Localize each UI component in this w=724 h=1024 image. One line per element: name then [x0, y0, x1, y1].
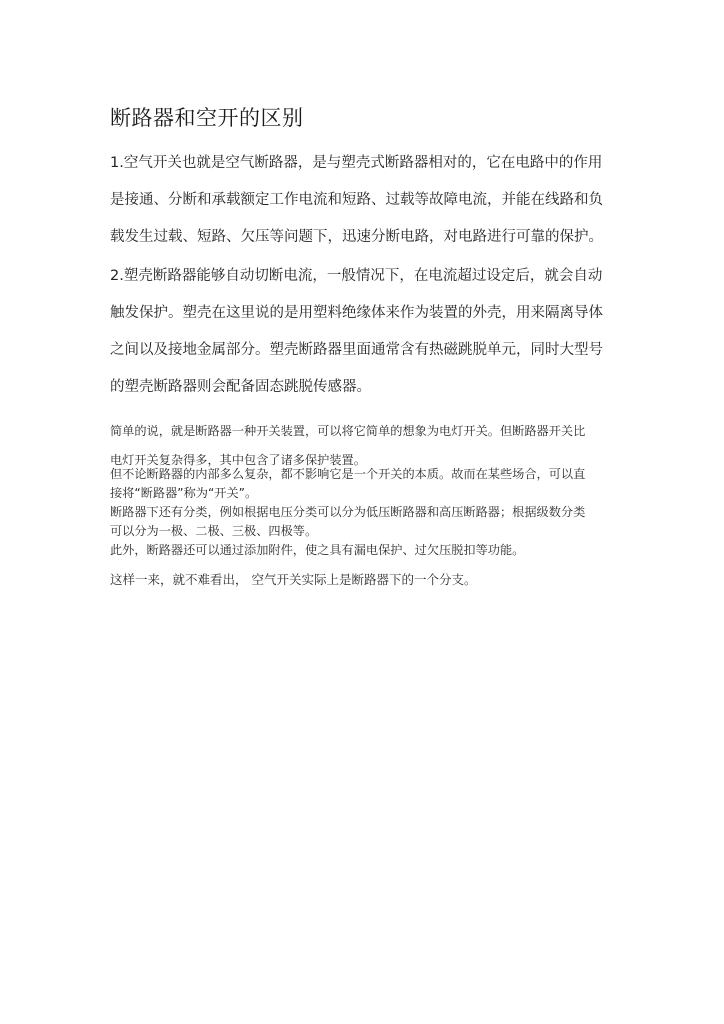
paragraph-air-switch — [110, 145, 630, 256]
paragraph-line: 简单的说，就是断路器一种开关装置，可以将它简单的想象为电灯开关。但断路器开关比 — [110, 424, 586, 438]
paragraph-line: 2.塑壳断路器能够自动切断电流，一般情况下，在电流超过设定后，就会自动 — [110, 268, 603, 284]
conclusion-text: 这样一来，就不难看出， 空气开关实际上是断路器下的一个分支。 — [110, 572, 477, 587]
paragraph-details — [110, 465, 630, 560]
paragraph-line: 载发生过载、短路、欠压等问题下，迅速分断电路，对电路进行可靠的保护。 — [110, 229, 603, 245]
paragraph-line: 但不论断路器的内部多么复杂，都不影响它是一个开关的本质。故而在某些场合，可以直 — [110, 467, 586, 481]
paragraph-line: 1.空气开关也就是空气断路器，是与塑壳式断路器相对的，它在电路中的作用 — [110, 155, 603, 171]
paragraph-line: 断路器下还有分类，例如根据电压分类可以分为低压断路器和高压断路器；根据级数分类 — [110, 505, 586, 519]
paragraph-molded-case — [110, 258, 630, 406]
paragraph-line: 此外，断路器还可以通过添加附件，使之具有漏电保护、过欠压脱扣等功能。 — [110, 543, 525, 557]
document-title: 断路器和空开的区别 — [110, 106, 304, 130]
paragraph-line: 是接通、分断和承载额定工作电流和短路、过载等故障电流，并能在线路和负 — [110, 192, 603, 208]
paragraph-line: 触发保护。塑壳在这里说的是用塑料绝缘体来作为装置的外壳，用来隔离导体 — [110, 305, 603, 321]
paragraph-line: 的塑壳断路器则会配备固态跳脱传感器。 — [110, 379, 371, 395]
paragraph-line: 接将“断路器”称为“开关”。 — [110, 486, 258, 500]
paragraph-line: 可以分为一极、二极、三极、四极等。 — [110, 524, 318, 538]
paragraph-line: 电灯开关复杂得多，其中包含了诸多保护装置。 — [110, 453, 366, 467]
paragraph-line: 之间以及接地金属部分。塑壳断路器里面通常含有热磁跳脱单元，同时大型号 — [110, 342, 603, 358]
